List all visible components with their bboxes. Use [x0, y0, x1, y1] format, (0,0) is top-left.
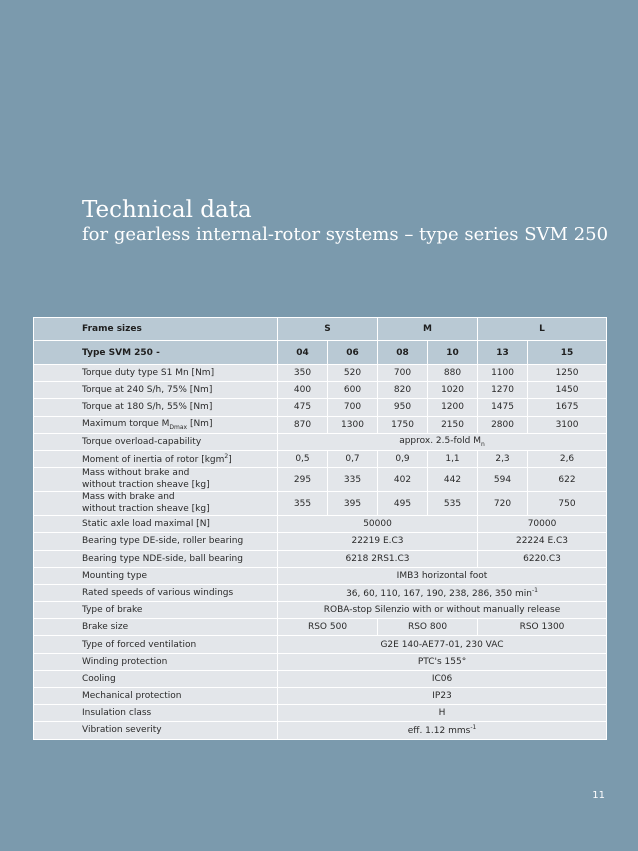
title-line-1: Technical data	[82, 197, 252, 223]
value-cell: eff. 1.12 mms$^{-1}$	[278, 722, 607, 739]
row-label: Mass with brake and without traction sheave [kg]	[34, 492, 278, 516]
frame-size-s: S	[278, 318, 378, 341]
table-row	[34, 584, 607, 601]
table-row	[34, 619, 607, 636]
value-cell: 442	[428, 468, 478, 492]
value-cell: 402	[378, 468, 428, 492]
table-row	[34, 636, 607, 653]
row-label: Bearing type NDE-side, ball bearing	[34, 550, 278, 567]
value-cell: 1675	[528, 399, 607, 416]
value-cell: 1270	[478, 382, 528, 399]
table-row	[34, 365, 607, 382]
value-cell: 0,7	[328, 450, 378, 467]
row-label: Moment of inertia of rotor [kgm$^2$]	[34, 450, 278, 467]
type-cell: 10	[428, 341, 478, 365]
frame-sizes-row	[34, 318, 607, 341]
value-cell: ROBA-stop Silenzio with or without manually release	[278, 602, 607, 619]
row-label: Bearing type DE-side, roller bearing	[34, 533, 278, 550]
value-cell: 0,5	[278, 450, 328, 467]
value-cell: 1100	[478, 365, 528, 382]
table-row	[34, 705, 607, 722]
row-label: Brake size	[34, 619, 278, 636]
value-cell: 700	[378, 365, 428, 382]
frame-size-m: M	[378, 318, 478, 341]
value-cell: RSO 500	[278, 619, 378, 636]
row-label: Type of forced ventilation	[34, 636, 278, 653]
type-cell: 13	[478, 341, 528, 365]
value-cell: 750	[528, 492, 607, 516]
value-cell: 622	[528, 468, 607, 492]
value-cell: 1450	[528, 382, 607, 399]
value-cell: 50000	[278, 516, 478, 533]
value-cell: PTC's 155°	[278, 653, 607, 670]
table-row	[34, 516, 607, 533]
row-label: Torque at 180 S/h, 55% [Nm]	[34, 399, 278, 416]
row-label: Torque overload-capability	[34, 433, 278, 450]
value-cell: 2,6	[528, 450, 607, 467]
row-label: Vibration severity	[34, 722, 278, 739]
title-line-2: for gearless internal-rotor systems – type series SVM 250	[82, 224, 609, 246]
value-cell: 70000	[478, 516, 607, 533]
table-row	[34, 567, 607, 584]
row-label: Mounting type	[34, 567, 278, 584]
value-cell: 295	[278, 468, 328, 492]
type-cell: 04	[278, 341, 328, 365]
row-label: Rated speeds of various windings	[34, 584, 278, 601]
value-cell: 400	[278, 382, 328, 399]
value-cell: 355	[278, 492, 328, 516]
value-cell: 335	[328, 468, 378, 492]
value-cell: approx. 2.5-fold $M_n$	[278, 433, 607, 450]
table-row	[34, 492, 607, 516]
value-cell: 0,9	[378, 450, 428, 467]
value-cell: IC06	[278, 670, 607, 687]
technical-data-table	[33, 317, 607, 740]
value-cell: H	[278, 705, 607, 722]
value-cell: IMB3 horizontal foot	[278, 567, 607, 584]
value-cell: 475	[278, 399, 328, 416]
row-label: Cooling	[34, 670, 278, 687]
row-label: Maximum torque $M_{Dmax}$ [Nm]	[34, 416, 278, 433]
type-label: Type SVM 250 -	[34, 341, 278, 365]
value-cell: 22219 E.C3	[278, 533, 478, 550]
value-cell: 600	[328, 382, 378, 399]
table-row	[34, 468, 607, 492]
value-cell: 1,1	[428, 450, 478, 467]
value-cell: 495	[378, 492, 428, 516]
table-row	[34, 450, 607, 467]
row-label: Type of brake	[34, 602, 278, 619]
type-cell: 08	[378, 341, 428, 365]
value-cell: 1750	[378, 416, 428, 433]
table-row	[34, 688, 607, 705]
type-cell: 06	[328, 341, 378, 365]
table-row	[34, 722, 607, 739]
frame-sizes-label: Frame sizes	[34, 318, 278, 341]
value-cell: 880	[428, 365, 478, 382]
value-cell: 950	[378, 399, 428, 416]
value-cell: 6218 2RS1.C3	[278, 550, 478, 567]
row-label: Torque duty type S1 Mn [Nm]	[34, 365, 278, 382]
row-label: Torque at 240 S/h, 75% [Nm]	[34, 382, 278, 399]
value-cell: 1250	[528, 365, 607, 382]
row-label: Mechanical protection	[34, 688, 278, 705]
table-row	[34, 416, 607, 433]
row-label: Insulation class	[34, 705, 278, 722]
table-row	[34, 399, 607, 416]
value-cell: RSO 800	[378, 619, 478, 636]
value-cell: 2,3	[478, 450, 528, 467]
value-cell: 820	[378, 382, 428, 399]
value-cell: 3100	[528, 416, 607, 433]
table-row	[34, 533, 607, 550]
value-cell: 700	[328, 399, 378, 416]
row-label: Static axle load maximal [N]	[34, 516, 278, 533]
value-cell: 2150	[428, 416, 478, 433]
value-cell: 1020	[428, 382, 478, 399]
value-cell: 720	[478, 492, 528, 516]
page-title	[82, 196, 608, 246]
table-row	[34, 670, 607, 687]
table-row	[34, 382, 607, 399]
value-cell: 395	[328, 492, 378, 516]
value-cell: IP23	[278, 688, 607, 705]
row-label: Mass without brake and without traction sheave [kg]	[34, 468, 278, 492]
value-cell: 594	[478, 468, 528, 492]
table-row	[34, 433, 607, 450]
value-cell: 6220.C3	[478, 550, 607, 567]
value-cell: 870	[278, 416, 328, 433]
value-cell: 1475	[478, 399, 528, 416]
frame-size-l: L	[478, 318, 607, 341]
page-number: 11	[592, 790, 605, 801]
value-cell: RSO 1300	[478, 619, 607, 636]
value-cell: 1200	[428, 399, 478, 416]
value-cell: 36, 60, 110, 167, 190, 238, 286, 350 $\min^{-1}$	[278, 584, 607, 601]
row-label: Winding protection	[34, 653, 278, 670]
value-cell: 2800	[478, 416, 528, 433]
value-cell: 535	[428, 492, 478, 516]
type-cell: 15	[528, 341, 607, 365]
value-cell: 22224 E.C3	[478, 533, 607, 550]
value-cell: 520	[328, 365, 378, 382]
value-cell: G2E 140-AE77-01, 230 VAC	[278, 636, 607, 653]
table-row	[34, 653, 607, 670]
table-row	[34, 550, 607, 567]
value-cell: 350	[278, 365, 328, 382]
type-row	[34, 341, 607, 365]
table-row	[34, 602, 607, 619]
value-cell: 1300	[328, 416, 378, 433]
